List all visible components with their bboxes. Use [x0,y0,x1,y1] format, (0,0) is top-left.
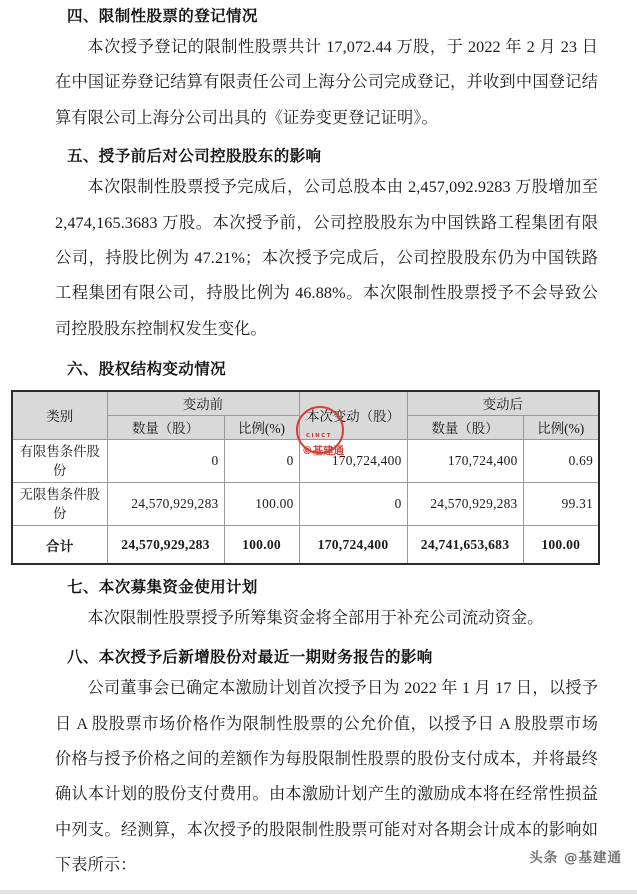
table-total-row [12,526,599,564]
row-category: 有限售条件股份 [12,440,107,483]
page-bottom-rule [0,890,637,894]
section-heading-four: 四、限制性股票的登记情况 [67,7,258,25]
table-header-before-ratio: 比例(%) [224,416,299,440]
total-after-quantity: 24,741,653,683 [407,526,523,564]
row-before-quantity: 24,570,929,283 [107,483,224,526]
table-row [12,440,599,483]
table-header-row-group [12,391,599,416]
row-category: 无限售条件股份 [12,483,107,526]
stamp-ring-text: CINCT [305,433,333,439]
section-heading-six: 六、股权结构变动情况 [67,360,227,379]
row-after-quantity: 170,724,400 [407,440,523,483]
row-before-ratio: 100.00 [224,483,299,526]
section-four-paragraph: 本次授予登记的限制性股票共计 17,072.44 万股，于 2022 年 2 月 23 日在中国证券登记结算有限责任公司上海分公司完成登记，并收到中国登记结算有限公司上海分公司出具的《证券变更登记证明》。 [55,38,598,127]
row-change-quantity: 170,724,400 [299,440,407,483]
section-eight-paragraph: 公司董事会已确定本激励计划首次授予日为 2022 年 1 月 17 日，以授予日 A 股股票市场价格作为限制性股票的公允价值，以授予日 A 股股票市场价格与授予价格之间的差额作为每股限制性股票的股份支付成本，并将最终确认本计划的股份支付费用。由本激励计划产生的激励成本将在经常性损益中列支。经测算，本次授予的股限制性股票可能对对各期会计成本的影响如下表所示： [55,679,598,875]
total-before-quantity: 24,570,929,283 [107,526,224,564]
toutiao-source-watermark: 头条 @基建通 [529,850,622,866]
section-five-paragraph: 本次限制性股票授予完成后，公司总股本由 2,457,092.9283 万股增加至 2,474,165.3683 万股。本次授予前，公司控股股东为中国铁路工程集团有限公司，持股比例为 47.21%；本次授予完成后，公司控股股东仍为中国铁路工程集团有限公司，持股比例为 46.88%。本次限制性股票授予不会导致公司控股股东控制权发生变化。 [55,178,598,338]
table-header-after-quantity: 数量（股） [407,416,523,440]
total-after-ratio: 100.00 [523,526,599,564]
row-after-ratio: 0.69 [523,440,599,483]
document-page [0,2,637,894]
table-header-before-quantity: 数量（股） [107,416,224,440]
row-change-quantity: 0 [299,483,407,526]
table-header-after-ratio: 比例(%) [523,416,599,440]
total-change-quantity: 170,724,400 [299,526,407,564]
table-header-after-group: 变动后 [407,391,599,416]
stamp-label: ©基建通 [302,445,344,457]
total-before-ratio: 100.00 [224,526,299,564]
equity-structure-table-wrapper [11,390,598,565]
table-row [12,483,599,526]
table-header-change-group: 本次变动（股） [299,391,407,440]
total-label: 合计 [12,526,107,564]
table-body [12,440,599,564]
row-after-ratio: 99.31 [523,483,599,526]
row-before-quantity: 0 [107,440,224,483]
section-seven-paragraph: 本次限制性股票授予所筹集资金将全部用于补充公司流动资金。 [87,608,544,627]
section-heading-five: 五、授予前后对公司控股股东的影响 [67,147,322,166]
table-header-category: 类别 [12,391,107,440]
section-heading-seven: 七、本次募集资金使用计划 [67,577,258,596]
row-after-quantity: 24,570,929,283 [407,483,523,526]
equity-structure-table [11,390,600,565]
section-heading-eight: 八、本次授予后新增股份对最近一期财务报告的影响 [67,648,433,667]
table-head [12,391,599,440]
table-header-before-group: 变动前 [107,391,299,416]
row-before-ratio: 0 [224,440,299,483]
